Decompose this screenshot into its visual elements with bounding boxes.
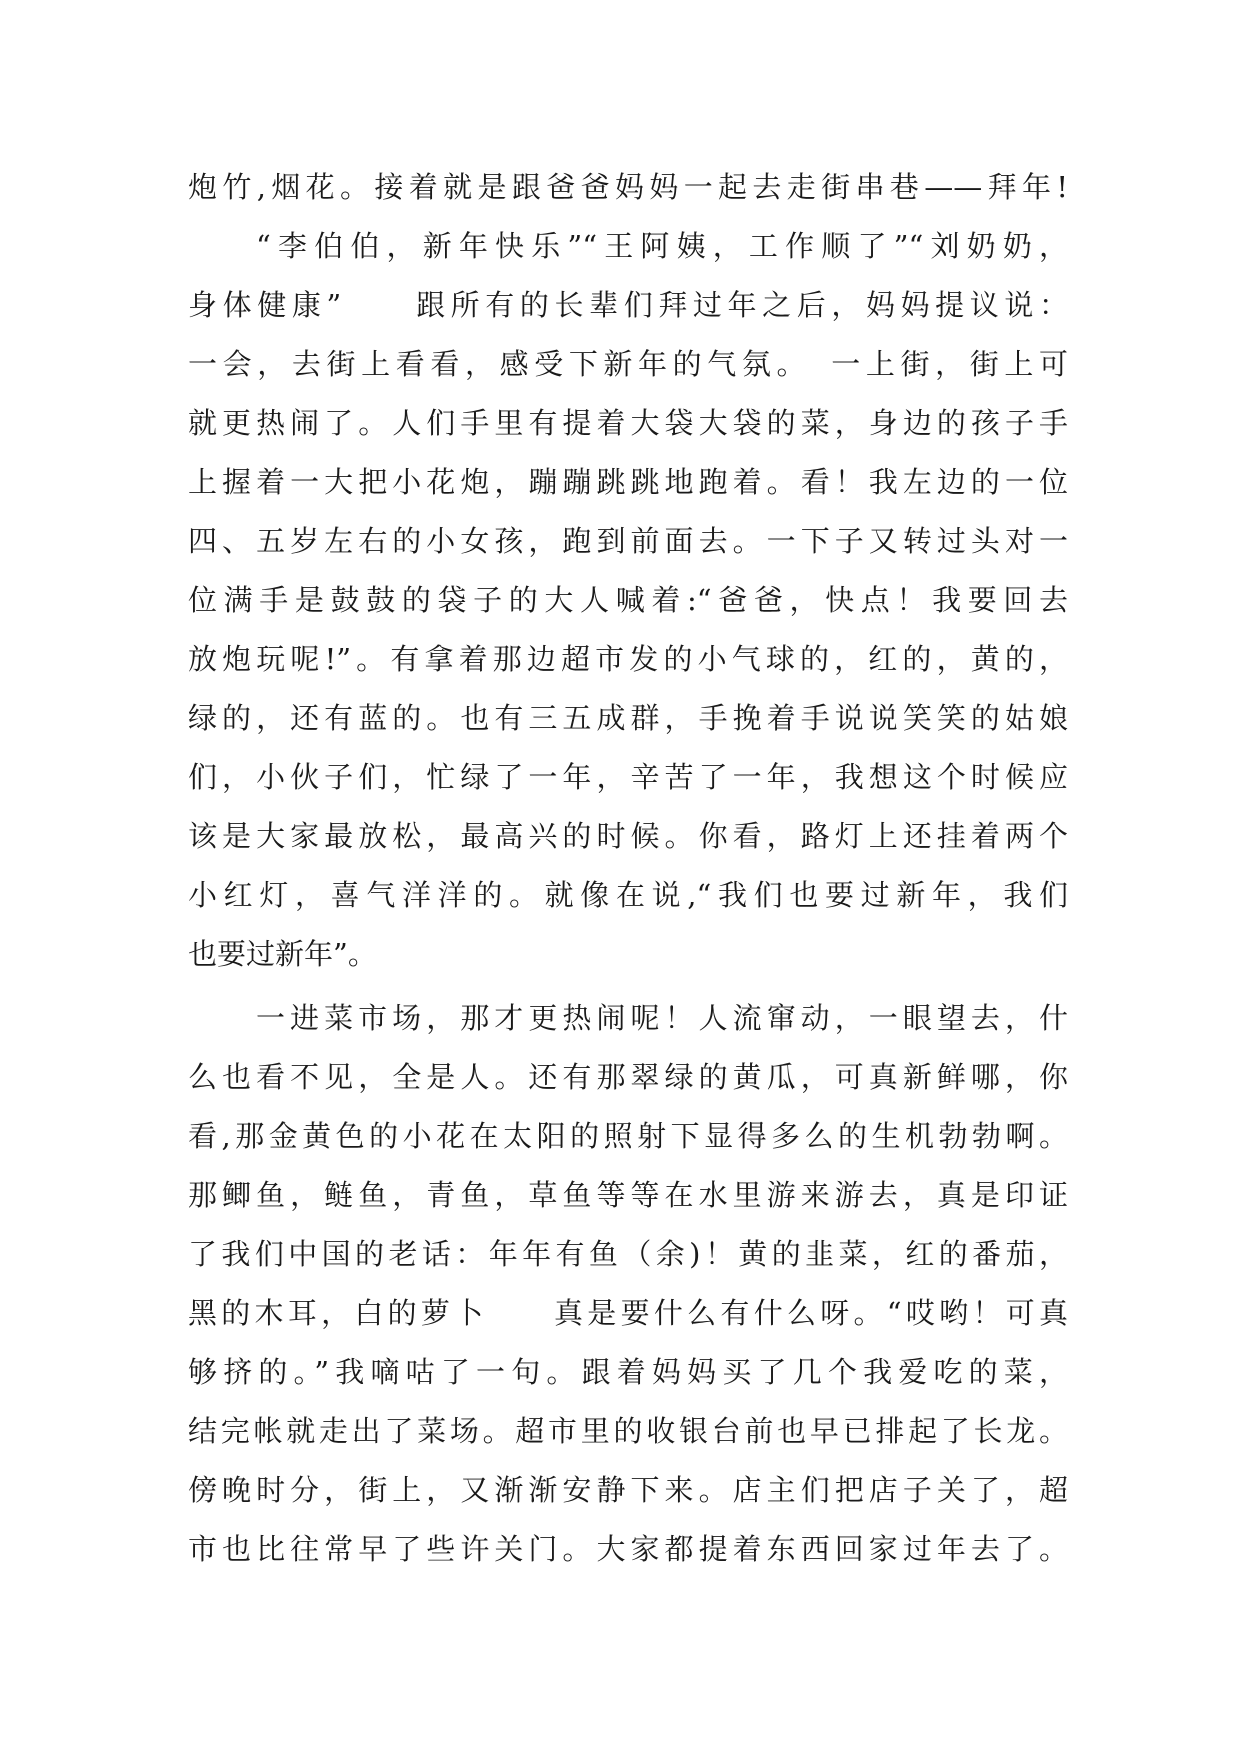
text-line: 身体健康” 跟所有的长辈们拜过年之后，妈妈提议说： (188, 288, 1068, 322)
text-line: 也要过新年”。 (188, 937, 377, 971)
text-line: 傍晚时分，街上，又渐渐安静下来。店主们把店子关了，超 (188, 1473, 1068, 1507)
text-line: 看,那金黄色的小花在太阳的照射下显得多么的生机勃勃啊。 (188, 1119, 1068, 1153)
text-line: 就更热闹了。人们手里有提着大袋大袋的菜，身边的孩子手 (188, 406, 1068, 440)
document-body (188, 158, 1068, 1579)
text-line: “李伯伯，新年快乐”“王阿姨，工作顺了”“刘奶奶， (256, 229, 1068, 263)
text-line: 炮竹,烟花。接着就是跟爸爸妈妈一起去走街串巷——拜年! (188, 170, 1068, 204)
text-line: 绿的，还有蓝的。也有三五成群，手挽着手说说笑笑的姑娘 (188, 701, 1068, 735)
text-line: 够挤的。”我嘀咕了一句。跟着妈妈买了几个我爱吃的菜， (188, 1355, 1068, 1389)
text-line: 位满手是鼓鼓的袋子的大人喊着:“爸爸，快点！我要回去 (188, 583, 1068, 617)
text-line: 一会，去街上看看，感受下新年的气氛。 一上街，街上可 (188, 347, 1068, 381)
text-line: 们，小伙子们，忙绿了一年，辛苦了一年，我想这个时候应 (188, 760, 1068, 794)
text-line: 小红灯，喜气洋洋的。就像在说,“我们也要过新年，我们 (188, 878, 1068, 912)
text-line: 了我们中国的老话：年年有鱼（余)！黄的韭菜，红的番茄， (188, 1237, 1068, 1271)
text-line: 放炮玩呢!”。有拿着那边超市发的小气球的，红的，黄的， (188, 642, 1068, 676)
text-line: 黑的木耳，白的萝卜 真是要什么有什么呀。“哎哟！可真 (188, 1296, 1068, 1330)
text-line: 结完帐就走出了菜场。超市里的收银台前也早已排起了长龙。 (188, 1414, 1068, 1448)
text-line: 一进菜市场，那才更热闹呢！人流窜动，一眼望去，什 (256, 1001, 1068, 1035)
text-line: 四、五岁左右的小女孩，跑到前面去。一下子又转过头对一 (188, 524, 1068, 558)
text-line: 么也看不见，全是人。还有那翠绿的黄瓜，可真新鲜哪，你 (188, 1060, 1068, 1094)
text-line: 该是大家最放松，最高兴的时候。你看，路灯上还挂着两个 (188, 819, 1068, 853)
text-line: 上握着一大把小花炮，蹦蹦跳跳地跑着。看！我左边的一位 (188, 465, 1068, 499)
text-line: 市也比往常早了些许关门。大家都提着东西回家过年去了。 (188, 1532, 1068, 1566)
text-line: 那鲫鱼，鲢鱼，青鱼，草鱼等等在水里游来游去，真是印证 (188, 1178, 1068, 1212)
